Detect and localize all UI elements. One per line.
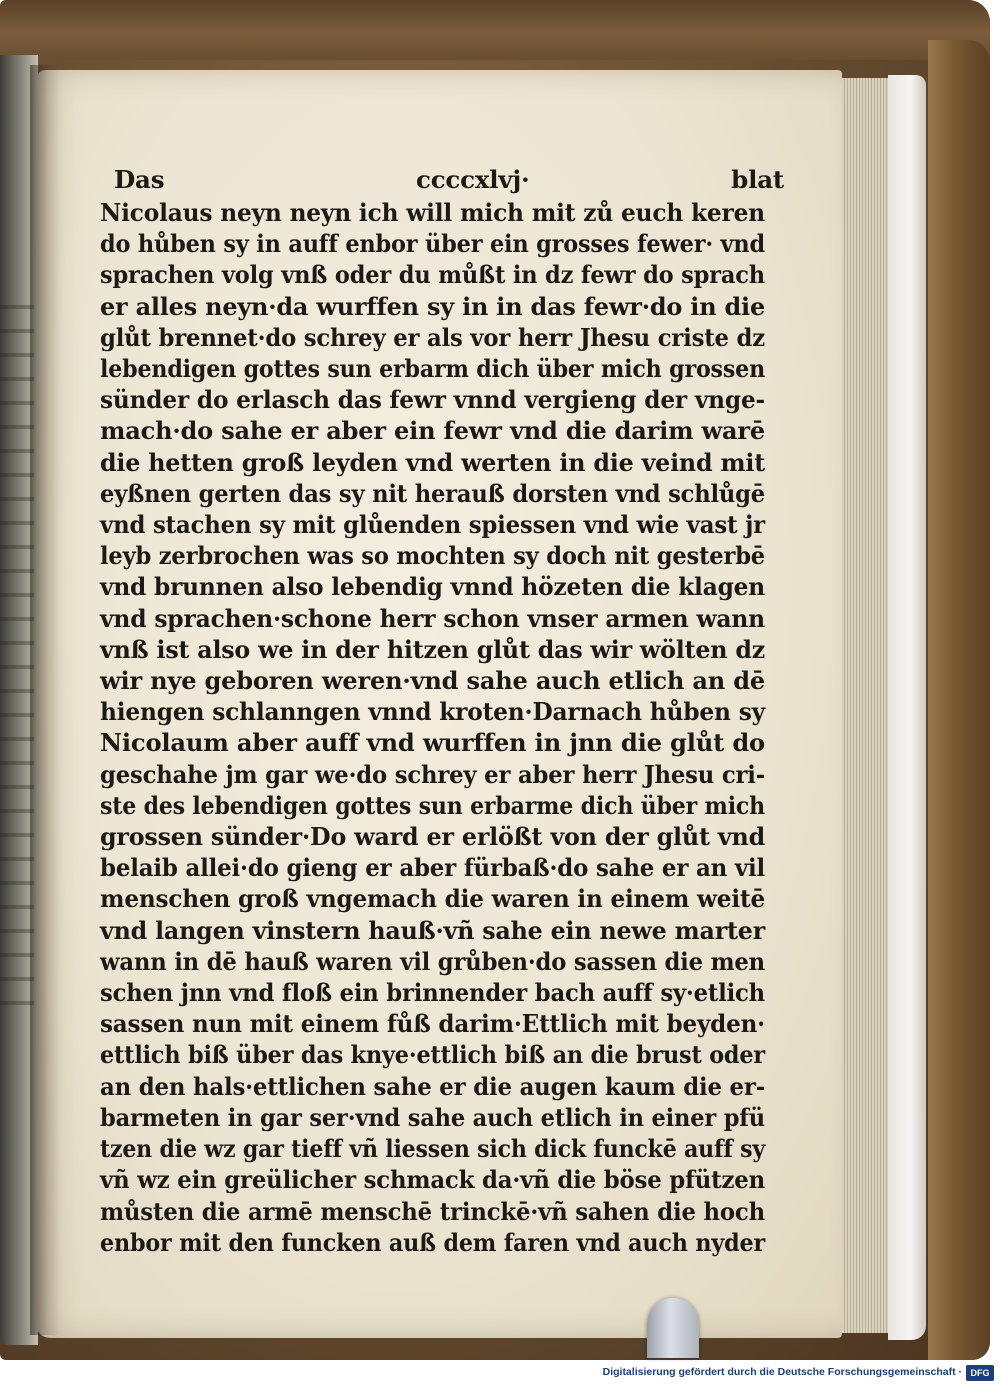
text-line: vnd brunnen also lebendig vnnd hözeten die klagen: [100, 572, 765, 602]
text-line: schen jnn vnd floß ein brinnender bach auff sy·etlich: [100, 978, 765, 1008]
text-line: er alles neyn·da wurffen sy in in das fewr·do in die: [100, 291, 765, 321]
page-header: [100, 164, 790, 195]
text-line: hiengen schlanngen vnnd kroten·Darnach hůben sy: [100, 697, 765, 727]
text-line: tzen die wz gar tieff vñ liessen sich dick funckē auff sy: [100, 1134, 765, 1164]
text-line: glůt brennet·do schrey er als vor herr Jhesu criste dz: [100, 322, 765, 352]
text-line: sünder do erlasch das fewr vnnd vergieng der vnge-: [100, 385, 765, 415]
footer-credit: Digitalisierung gefördert durch die Deutsche Forschungsgemeinschaft ·: [602, 1366, 962, 1378]
text-line: ettlich biß über das knye·ettlich biß an die brust oder: [100, 1040, 765, 1070]
text-line: Nicolaus neyn neyn ich will mich mit zů euch keren: [100, 198, 765, 227]
footer-bar: [0, 1362, 1000, 1385]
facing-page-text: [0, 305, 34, 1005]
text-lines: [100, 197, 790, 1258]
header-left: Das: [114, 165, 165, 194]
text-line: menschen groß vngemach die waren in einem weitē: [100, 884, 765, 914]
text-line: ste des lebendigen gottes sun erbarme dich über mich: [100, 790, 765, 820]
dfg-logo: DFG: [966, 1365, 994, 1381]
header-right: blat: [731, 165, 784, 194]
text-line: grossen sünder·Do ward er erlößt von der glůt vnd: [100, 822, 765, 852]
text-line: belaib allei·do gieng er aber fürbaß·do sahe er an vil: [100, 853, 765, 883]
text-line: eyßnen gerten das sy nit herauß dorsten vnd schlůgē: [100, 478, 765, 508]
folio-number: cccc‌xlvj·: [416, 165, 530, 194]
text-line: die hetten groß leyden vnd werten in die veind mit: [100, 447, 765, 477]
text-line: můsten die armē menschē trinckē·vñ sahen die hoch: [100, 1196, 765, 1226]
text-line: vnd langen vinstern hauß·vñ sahe ein newe marter: [100, 915, 765, 945]
text-line: geschahe jm gar we·do schrey er aber herr Jhesu cri-: [100, 759, 765, 789]
book-cover-right-edge: [928, 40, 990, 1360]
book-cover-top-edge: [0, 0, 990, 60]
text-line: vnß ist also we in der hitzen glůt das wir wölten dz: [100, 634, 765, 664]
text-line: sprachen volg vnß oder du můßt in dz fewr do sprach: [100, 260, 765, 290]
text-line: lebendigen gottes sun erbarm dich über mich grossen: [100, 354, 765, 384]
text-line: do hůben sy in auff enbor über ein grosses fewer· vnd: [100, 229, 765, 259]
text-line: Nicolaum aber auff vnd wurffen in jnn die glůt do: [100, 728, 765, 758]
text-line: vnd stachen sy mit glůenden spiessen vnd wie vast jr: [100, 510, 765, 540]
text-line: enbor mit den funcken auß dem faren vnd auch nyder: [100, 1227, 765, 1257]
text-line: vñ wz ein greülicher schmack da·vñ die böse pfützen: [100, 1165, 765, 1195]
text-line: an den hals·ettlichen sahe er die augen kaum die er-: [100, 1071, 765, 1101]
text-line: wir nye geboren weren·vnd sahe auch etlich an dē: [100, 666, 765, 696]
text-line: vnd sprachen·schone herr schon vnser armen wann: [100, 603, 765, 633]
page-stack-edge: [888, 75, 926, 1340]
text-line: wann in dē hauß waren vil grůben·do sassen die men: [100, 946, 765, 976]
text-line: leyb zerbrochen was so mochten sy doch nit gesterbē: [100, 541, 765, 571]
spine-shadow: [30, 65, 60, 1335]
page-text-block: [100, 164, 790, 1258]
text-line: mach·do sahe er aber ein fewr vnd die darim warē: [100, 416, 765, 446]
text-line: barmeten in gar ser·vnd sahe auch etlich in einer pfü: [100, 1102, 765, 1132]
page-clip: [647, 1298, 699, 1358]
text-line: sassen nun mit einem fůß darim·Ettlich mit beyden·: [100, 1009, 765, 1039]
